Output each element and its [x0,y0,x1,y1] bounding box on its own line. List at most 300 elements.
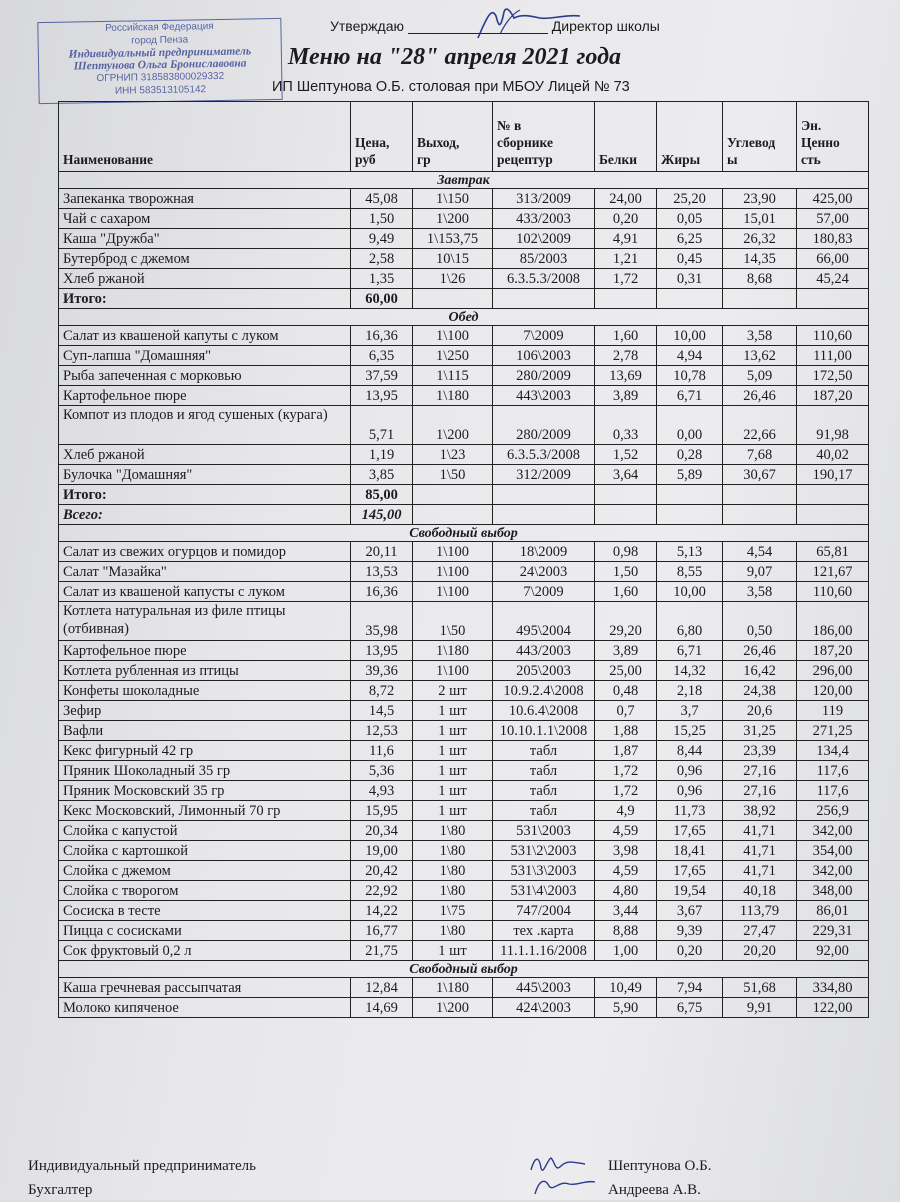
item-carbs: 14,35 [723,249,797,269]
item-price: 14,69 [351,998,413,1018]
item-name: Рыба запеченная с морковью [59,366,351,386]
item-recipe: 445\2003 [493,978,595,998]
col-header-text: Цена, [355,135,390,150]
item-fats: 0,96 [657,761,723,781]
item-name: Слойка с картошкой [59,841,351,861]
item-fats: 0,28 [657,445,723,465]
item-recipe: 205\2003 [493,661,595,681]
item-price: 1,50 [351,209,413,229]
section-header-free-choice [59,525,869,542]
item-output: 1\150 [413,189,493,209]
item-price: 37,59 [351,366,413,386]
total-value: 60,00 [351,289,413,309]
item-energy: 40,02 [797,445,869,465]
item-carbs: 23,39 [723,741,797,761]
col-header-text: ы [727,152,738,167]
item-name: Салат "Мазайка" [59,562,351,582]
item-recipe: 495\2004 [493,602,595,641]
item-proteins: 24,00 [595,189,657,209]
item-carbs: 9,91 [723,998,797,1018]
item-carbs: 16,42 [723,661,797,681]
item-fats: 15,25 [657,721,723,741]
col-header-recipe [493,102,595,172]
item-energy: 425,00 [797,189,869,209]
col-header-text: Белки [599,152,638,167]
table-row [59,602,869,641]
item-output: 1\180 [413,386,493,406]
table-row [59,582,869,602]
item-proteins: 13,69 [595,366,657,386]
item-proteins: 0,20 [595,209,657,229]
item-proteins: 4,9 [595,801,657,821]
item-fats: 0,05 [657,209,723,229]
total-row-lunch [59,485,869,505]
item-fats: 10,78 [657,366,723,386]
item-carbs: 26,46 [723,386,797,406]
item-name: Слойка с творогом [59,881,351,901]
item-carbs: 31,25 [723,721,797,741]
item-recipe: 443/2003 [493,641,595,661]
item-recipe: 6.3.5.3/2008 [493,269,595,289]
item-recipe: 747/2004 [493,901,595,921]
item-name: Салат из квашеной капусты с луком [59,582,351,602]
item-fats: 0,00 [657,406,723,445]
item-output: 1 шт [413,801,493,821]
table-row [59,978,869,998]
table-row [59,921,869,941]
footer-row [28,1178,868,1202]
item-name: Зефир [59,701,351,721]
item-name: Бутерброд с джемом [59,249,351,269]
item-price: 5,36 [351,761,413,781]
item-name: Пряник Московский 35 гр [59,781,351,801]
col-header-output [413,102,493,172]
item-name: Слойка с джемом [59,861,351,881]
item-price: 9,49 [351,229,413,249]
item-name: Хлеб ржаной [59,445,351,465]
item-price: 20,42 [351,861,413,881]
footer-row [28,1154,868,1178]
item-carbs: 41,71 [723,861,797,881]
table-row [59,641,869,661]
item-carbs: 20,6 [723,701,797,721]
grand-total-value: 145,00 [351,505,413,525]
item-name: Сок фруктовый 0,2 л [59,941,351,961]
item-recipe: 85/2003 [493,249,595,269]
item-fats: 3,67 [657,901,723,921]
item-output: 1 шт [413,761,493,781]
item-energy: 256,9 [797,801,869,821]
table-row [59,229,869,249]
item-recipe: 18\2009 [493,542,595,562]
item-fats: 8,44 [657,741,723,761]
accountant-name: Андреева А.В. [608,1182,701,1198]
item-price: 15,95 [351,801,413,821]
item-fats: 6,80 [657,602,723,641]
director-signature [470,4,590,40]
item-carbs: 8,68 [723,269,797,289]
item-energy: 187,20 [797,386,869,406]
item-proteins: 8,88 [595,921,657,941]
item-output: 1\100 [413,542,493,562]
table-row [59,681,869,701]
item-fats: 2,18 [657,681,723,701]
item-carbs: 15,01 [723,209,797,229]
table-row [59,701,869,721]
item-fats: 6,71 [657,641,723,661]
item-energy: 122,00 [797,998,869,1018]
item-energy: 92,00 [797,941,869,961]
item-proteins: 4,91 [595,229,657,249]
table-row [59,445,869,465]
item-carbs: 27,47 [723,921,797,941]
item-proteins: 0,48 [595,681,657,701]
item-output: 1\200 [413,998,493,1018]
item-recipe: 531\2\2003 [493,841,595,861]
item-output: 1 шт [413,741,493,761]
item-price: 1,19 [351,445,413,465]
table-row [59,801,869,821]
section-title: Завтрак [59,172,869,189]
item-proteins: 3,89 [595,641,657,661]
item-carbs: 5,09 [723,366,797,386]
item-carbs: 41,71 [723,841,797,861]
table-row [59,465,869,485]
section-header-lunch [59,309,869,326]
item-price: 12,84 [351,978,413,998]
item-proteins: 0,7 [595,701,657,721]
item-recipe: 7\2009 [493,582,595,602]
item-price: 2,58 [351,249,413,269]
item-proteins: 0,33 [595,406,657,445]
item-proteins: 29,20 [595,602,657,641]
item-fats: 3,7 [657,701,723,721]
item-fats: 17,65 [657,861,723,881]
item-price: 16,77 [351,921,413,941]
director-label: Директор школы [551,18,660,34]
item-carbs: 4,54 [723,542,797,562]
official-stamp [37,18,282,104]
table-row [59,761,869,781]
item-recipe: 7\2009 [493,326,595,346]
item-proteins: 0,98 [595,542,657,562]
item-energy: 120,00 [797,681,869,701]
item-price: 21,75 [351,941,413,961]
table-row [59,781,869,801]
item-proteins: 1,52 [595,445,657,465]
item-price: 39,36 [351,661,413,681]
item-proteins: 5,90 [595,998,657,1018]
item-output: 1\50 [413,602,493,641]
table-row [59,941,869,961]
item-energy: 354,00 [797,841,869,861]
col-header-text: сть [801,152,821,167]
accountant-label: Бухгалтер [28,1182,93,1198]
table-row [59,841,869,861]
item-energy: 134,4 [797,741,869,761]
item-carbs: 0,50 [723,602,797,641]
item-price: 19,00 [351,841,413,861]
item-name: Каша гречневая рассыпчатая [59,978,351,998]
stamp-line: Шептунова Ольга Брониславовна [73,57,247,73]
item-fats: 6,75 [657,998,723,1018]
item-price: 16,36 [351,326,413,346]
item-output: 1\100 [413,661,493,681]
item-output: 1\80 [413,861,493,881]
item-fats: 19,54 [657,881,723,901]
item-carbs: 20,20 [723,941,797,961]
item-recipe: 106\2003 [493,346,595,366]
col-header-name [59,102,351,172]
item-recipe: табл [493,781,595,801]
item-fats: 0,96 [657,781,723,801]
col-header-fats [657,102,723,172]
item-name: Салат из квашеной капуты с луком [59,326,351,346]
item-output: 1\180 [413,641,493,661]
item-output: 1 шт [413,941,493,961]
item-fats: 17,65 [657,821,723,841]
col-header-text: Выход, [417,135,460,150]
item-proteins: 3,89 [595,386,657,406]
item-recipe: 280/2009 [493,406,595,445]
item-output: 1\100 [413,562,493,582]
item-recipe: 10.9.2.4\2008 [493,681,595,701]
item-price: 13,53 [351,562,413,582]
menu-table [58,101,869,1018]
item-recipe: 531\3\2003 [493,861,595,881]
item-proteins: 3,44 [595,901,657,921]
col-header-proteins [595,102,657,172]
section-title: Свободный выбор [59,961,869,978]
section-title: Обед [59,309,869,326]
item-name: Запеканка творожная [59,189,351,209]
table-row [59,562,869,582]
item-price: 8,72 [351,681,413,701]
item-recipe: 10.10.1.1\2008 [493,721,595,741]
item-output: 1\115 [413,366,493,386]
item-output: 1\80 [413,881,493,901]
item-name: Кекс Московский, Лимонный 70 гр [59,801,351,821]
col-header-text: Углевод [727,135,776,150]
item-proteins: 3,64 [595,465,657,485]
item-name: Суп-лапша "Домашняя" [59,346,351,366]
section-header-free-choice-2 [59,961,869,978]
item-fats: 11,73 [657,801,723,821]
item-proteins: 1,60 [595,582,657,602]
item-output: 1 шт [413,781,493,801]
item-output: 1\153,75 [413,229,493,249]
item-energy: 190,17 [797,465,869,485]
item-name: Котлета рубленная из птицы [59,661,351,681]
item-carbs: 3,58 [723,582,797,602]
item-output: 1\250 [413,346,493,366]
item-energy: 119 [797,701,869,721]
item-energy: 342,00 [797,821,869,841]
item-fats: 0,31 [657,269,723,289]
item-carbs: 26,32 [723,229,797,249]
table-row [59,901,869,921]
item-output: 1\200 [413,209,493,229]
item-energy: 66,00 [797,249,869,269]
item-name: Вафли [59,721,351,741]
item-output: 1\80 [413,921,493,941]
item-proteins: 1,50 [595,562,657,582]
page-title: Меню на "28" апреля 2021 года [288,44,621,70]
item-proteins: 1,88 [595,721,657,741]
item-price: 12,53 [351,721,413,741]
item-recipe: 10.6.4\2008 [493,701,595,721]
item-fats: 8,55 [657,562,723,582]
item-output: 1\50 [413,465,493,485]
item-recipe: 531\4\2003 [493,881,595,901]
item-energy: 180,83 [797,229,869,249]
item-proteins: 25,00 [595,661,657,681]
item-recipe: 11.1.1.16/2008 [493,941,595,961]
item-energy: 187,20 [797,641,869,661]
item-recipe: тех .карта [493,921,595,941]
item-price: 35,98 [351,602,413,641]
item-output: 10\15 [413,249,493,269]
item-fats: 5,13 [657,542,723,562]
item-recipe: 6.3.5.3/2008 [493,445,595,465]
item-price: 4,93 [351,781,413,801]
stamp-line: ИНН 583513105142 [114,84,207,97]
table-row [59,998,869,1018]
stamp-line: Российская Федерация [105,21,214,34]
col-header-text: Жиры [661,152,701,167]
item-carbs: 22,66 [723,406,797,445]
item-recipe: табл [493,761,595,781]
item-proteins: 1,72 [595,781,657,801]
item-proteins: 1,00 [595,941,657,961]
col-header-text: № в [497,118,522,133]
item-fats: 7,94 [657,978,723,998]
col-header-carbs [723,102,797,172]
item-name: Слойка с капустой [59,821,351,841]
item-price: 20,34 [351,821,413,841]
total-value: 85,00 [351,485,413,505]
item-name: Конфеты шоколадные [59,681,351,701]
stamp-line: ОГРНИП 318583800029332 [96,70,225,85]
item-carbs: 13,62 [723,346,797,366]
item-name: Чай с сахаром [59,209,351,229]
item-fats: 5,89 [657,465,723,485]
item-fats: 10,00 [657,582,723,602]
item-name: Пряник Шоколадный 35 гр [59,761,351,781]
table-row [59,661,869,681]
item-output: 1\200 [413,406,493,445]
page-subtitle: ИП Шептунова О.Б. столовая при МБОУ Лицей № 73 [272,79,630,95]
col-header-text: Эн. [801,118,822,133]
item-output: 1\100 [413,326,493,346]
item-carbs: 7,68 [723,445,797,465]
item-proteins: 1,72 [595,269,657,289]
table-row [59,386,869,406]
item-proteins: 4,59 [595,821,657,841]
item-price: 45,08 [351,189,413,209]
total-label: Итого: [59,289,351,309]
table-row [59,881,869,901]
item-energy: 296,00 [797,661,869,681]
item-proteins: 10,49 [595,978,657,998]
item-recipe: 313/2009 [493,189,595,209]
col-header-text: гр [417,152,431,167]
item-recipe: 424\2003 [493,998,595,1018]
item-carbs: 113,79 [723,901,797,921]
table-header-row [59,102,869,172]
item-output: 1\23 [413,445,493,465]
grand-total-label: Всего: [59,505,351,525]
item-recipe: 443\2003 [493,386,595,406]
item-name: Хлеб ржаной [59,269,351,289]
section-title: Свободный выбор [59,525,869,542]
item-output: 1\180 [413,978,493,998]
item-fats: 10,00 [657,326,723,346]
item-name: Молоко кипяченое [59,998,351,1018]
item-energy: 91,98 [797,406,869,445]
item-energy: 172,50 [797,366,869,386]
item-recipe: 102\2009 [493,229,595,249]
item-energy: 117,6 [797,761,869,781]
item-energy: 271,25 [797,721,869,741]
table-row [59,721,869,741]
item-carbs: 26,46 [723,641,797,661]
item-recipe: 312/2009 [493,465,595,485]
item-name: Картофельное пюре [59,641,351,661]
item-carbs: 30,67 [723,465,797,485]
item-proteins: 3,98 [595,841,657,861]
item-recipe: 433/2003 [493,209,595,229]
item-energy: 229,31 [797,921,869,941]
item-price: 13,95 [351,386,413,406]
item-recipe: 280/2009 [493,366,595,386]
item-fats: 4,94 [657,346,723,366]
item-recipe: табл [493,801,595,821]
table-row [59,189,869,209]
item-energy: 45,24 [797,269,869,289]
item-output: 2 шт [413,681,493,701]
grand-total-row [59,505,869,525]
item-name: Сосиска в тесте [59,901,351,921]
item-fats: 0,20 [657,941,723,961]
item-price: 20,11 [351,542,413,562]
item-carbs: 23,90 [723,189,797,209]
item-name: Пицца с сосисками [59,921,351,941]
item-name: Картофельное пюре [59,386,351,406]
item-proteins: 4,80 [595,881,657,901]
item-energy: 110,60 [797,326,869,346]
item-fats: 14,32 [657,661,723,681]
item-fats: 25,20 [657,189,723,209]
item-name: Кекс фигурный 42 гр [59,741,351,761]
item-energy: 186,00 [797,602,869,641]
item-fats: 0,45 [657,249,723,269]
item-energy: 111,00 [797,346,869,366]
col-header-text: Наименование [63,152,153,167]
item-proteins: 1,72 [595,761,657,781]
entrepreneur-label: Индивидуальный предприниматель [28,1158,256,1174]
item-output: 1\100 [413,582,493,602]
item-name: Каша "Дружба" [59,229,351,249]
item-output: 1 шт [413,701,493,721]
item-proteins: 1,21 [595,249,657,269]
col-header-text: сборнике [497,135,553,150]
item-carbs: 40,18 [723,881,797,901]
item-carbs: 3,58 [723,326,797,346]
item-proteins: 1,60 [595,326,657,346]
item-fats: 9,39 [657,921,723,941]
item-output: 1 шт [413,721,493,741]
